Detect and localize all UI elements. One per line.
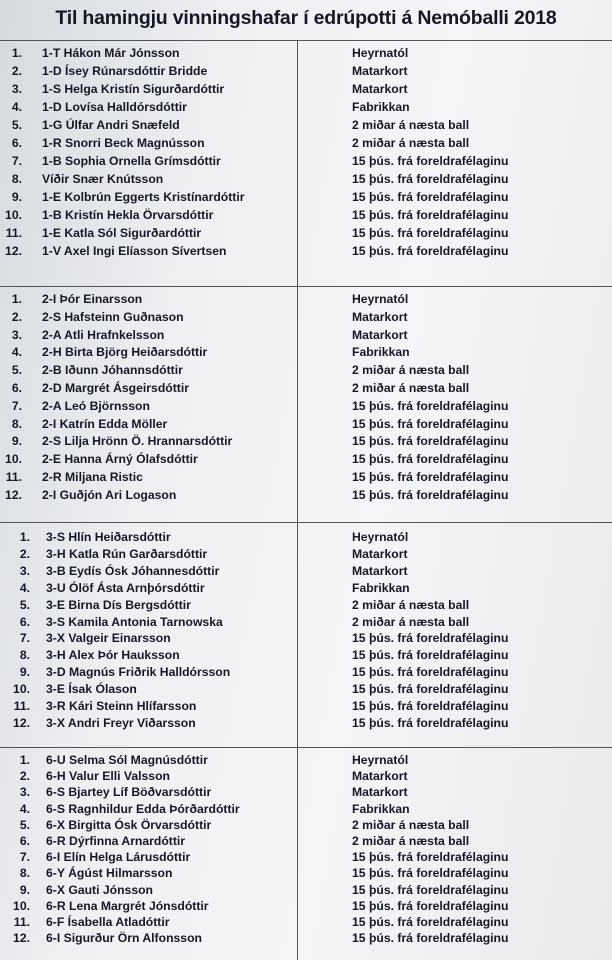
prize: 15 þús. frá foreldrafélaginu [352, 715, 509, 730]
table-row [0, 343, 612, 361]
prize: Heyrnatól [352, 46, 409, 60]
winner-name: 1-B Sophia Ornella Grímsdóttir [42, 154, 221, 168]
prize: 2 miðar á næsta ball [352, 136, 470, 150]
winner-name: 6-R Dýrfinna Arnardóttir [46, 834, 186, 848]
winner-name: 6-X Gauti Jónsson [46, 882, 153, 897]
table-row [0, 415, 612, 433]
winner-name: 2-H Birta Björg Heiðarsdóttir [42, 345, 208, 360]
winner-name: 2-E Hanna Árný Ólafsdóttir [42, 452, 198, 467]
prize: Heyrnatól [352, 292, 409, 306]
winner-name: 3-E Ísak Ólason [46, 682, 137, 697]
table-row [0, 242, 612, 260]
rank-number: 6. [11, 381, 22, 395]
winner-name: 3-E Birna Dís Bergsdóttir [46, 597, 191, 612]
rank-number: 10. [13, 682, 30, 697]
table-row [0, 379, 612, 397]
prize: Fabrikkan [352, 801, 410, 816]
table-row [0, 680, 612, 698]
winner-name: 3-S Hlín Heiðarsdóttir [46, 530, 171, 544]
table-row [0, 450, 612, 468]
winner-name: 1-B Kristín Hekla Örvarsdóttir [42, 208, 214, 222]
rank-number: 9. [19, 882, 30, 897]
rank-number: 9. [11, 190, 22, 204]
rank-number: 5. [19, 817, 30, 832]
prize: 15 þús. frá foreldrafélaginu [352, 665, 509, 680]
table-row [0, 528, 612, 546]
rank-number: 5. [11, 118, 22, 132]
table-row [0, 224, 612, 242]
rank-number: 6. [19, 834, 30, 848]
table-row [0, 579, 612, 597]
rank-number: 2. [11, 309, 22, 324]
prize: Matarkort [352, 64, 408, 78]
prize: Matarkort [352, 785, 408, 800]
winner-name: 1-R Snorri Beck Magnússon [42, 136, 205, 150]
rank-number: 11. [5, 470, 22, 484]
winner-name: 2-S Lilja Hrönn Ö. Hrannarsdóttir [42, 434, 233, 449]
winner-name: 3-D Magnús Friðrik Halldórsson [46, 665, 231, 680]
table-row [0, 596, 612, 614]
rank-number: 12. [5, 487, 22, 502]
prize: Heyrnatól [352, 530, 409, 544]
prize: 15 þús. frá foreldrafélaginu [352, 172, 509, 186]
rank-number: 7. [19, 631, 30, 646]
winner-name: 6-F Ísabella Atladóttir [46, 915, 170, 929]
prize: 15 þús. frá foreldrafélaginu [352, 898, 509, 913]
winner-name: 3-H Katla Rún Garðarsdóttir [46, 546, 208, 561]
rank-number: 2. [19, 769, 30, 784]
winner-name: 6-S Ragnhildur Edda Þórðardóttir [46, 801, 240, 816]
rank-number: 8. [11, 416, 22, 431]
prize: 15 þús. frá foreldrafélaginu [352, 154, 509, 168]
winner-name: 1-D Lovísa Halldórsdóttir [42, 100, 187, 114]
winners-section [0, 286, 612, 522]
rank-number: 1. [11, 292, 22, 306]
prize: 15 þús. frá foreldrafélaginu [352, 882, 509, 897]
page-title: Til hamingju vinningshafar í edrúpotti á Nemóballi 2018 [55, 7, 557, 29]
winner-name: 6-I Elín Helga Lárusdóttir [46, 850, 191, 865]
winner-name: 3-R Kári Steinn Hlífarsson [46, 699, 197, 713]
table-row [0, 929, 612, 947]
winners-section [0, 40, 612, 286]
prize: 15 þús. frá foreldrafélaginu [352, 434, 509, 449]
prize: 15 þús. frá foreldrafélaginu [352, 190, 509, 204]
table-row [0, 62, 612, 80]
prize: Matarkort [352, 563, 408, 578]
prize: Fabrikkan [352, 580, 410, 595]
prize: 15 þús. frá foreldrafélaginu [352, 682, 509, 697]
table-row [0, 134, 612, 152]
winner-name: 6-Y Ágúst Hilmarsson [46, 866, 173, 881]
winner-name: 3-X Valgeir Einarsson [46, 631, 171, 646]
table-row [0, 714, 612, 732]
table-row [0, 432, 612, 450]
rank-number: 6. [19, 614, 30, 629]
prize: Fabrikkan [352, 100, 410, 114]
rank-number: 6. [11, 136, 22, 150]
rank-number: 10. [13, 898, 30, 913]
prize: 2 miðar á næsta ball [352, 381, 470, 395]
prize: Matarkort [352, 546, 408, 561]
table-row [0, 646, 612, 664]
table-row [0, 152, 612, 170]
rank-number: 8. [19, 648, 30, 663]
rank-number: 10. [5, 208, 22, 222]
prize: Matarkort [352, 309, 408, 324]
rank-number: 3. [19, 785, 30, 800]
table-row [0, 545, 612, 563]
table-row [0, 290, 612, 308]
prize: 15 þús. frá foreldrafélaginu [352, 226, 509, 240]
winner-name: 2-B Iðunn Jóhannsdóttir [42, 363, 183, 378]
table-row [0, 98, 612, 116]
winner-name: 2-A Leó Björnsson [42, 398, 150, 413]
rank-number: 4. [11, 100, 22, 114]
rank-number: 4. [19, 580, 30, 595]
prize: 15 þús. frá foreldrafélaginu [352, 915, 509, 929]
winner-name: 3-X Andri Freyr Viðarsson [46, 715, 196, 730]
rank-number: 8. [19, 866, 30, 881]
rank-number: 8. [11, 172, 22, 186]
table-row [0, 663, 612, 681]
rank-number: 9. [19, 665, 30, 680]
rank-number: 4. [19, 801, 30, 816]
rank-number: 7. [11, 154, 22, 168]
prize: 15 þús. frá foreldrafélaginu [352, 648, 509, 663]
winner-name: 6-U Selma Sól Magnúsdóttir [46, 753, 208, 767]
prize: Fabrikkan [352, 345, 410, 360]
winner-name: Víðir Snær Knútsson [42, 172, 164, 186]
prize: 2 miðar á næsta ball [352, 834, 470, 848]
winner-name: 6-H Valur Elli Valsson [46, 769, 170, 784]
rank-number: 12. [13, 931, 30, 946]
winner-name: 1-E Katla Sól Sigurðardóttir [42, 226, 202, 240]
rank-number: 11. [5, 226, 22, 240]
table-row [0, 397, 612, 415]
prize: 2 miðar á næsta ball [352, 118, 470, 132]
table-row [0, 562, 612, 580]
rank-number: 10. [5, 452, 22, 467]
rank-number: 12. [5, 244, 22, 258]
winners-section [0, 522, 612, 747]
prize: 15 þús. frá foreldrafélaginu [352, 487, 509, 502]
prize: Matarkort [352, 327, 408, 342]
prize: 2 miðar á næsta ball [352, 614, 470, 629]
winner-name: 3-B Eydís Ósk Jóhannesdóttir [46, 563, 220, 578]
prize: 15 þús. frá foreldrafélaginu [352, 244, 509, 258]
rank-number: 5. [11, 363, 22, 378]
winner-name: 1-S Helga Kristín Sigurðardóttir [42, 82, 225, 96]
prize: 15 þús. frá foreldrafélaginu [352, 699, 509, 713]
table-row [0, 170, 612, 188]
prize: 2 miðar á næsta ball [352, 817, 470, 832]
prize: 15 þús. frá foreldrafélaginu [352, 850, 509, 865]
table-row [0, 80, 612, 98]
rank-number: 11. [13, 699, 30, 713]
prize: Matarkort [352, 769, 408, 784]
rank-number: 11. [13, 915, 30, 929]
rank-number: 7. [19, 850, 30, 865]
prize: 15 þús. frá foreldrafélaginu [352, 470, 509, 484]
rank-number: 4. [11, 345, 22, 360]
prize: 15 þús. frá foreldrafélaginu [352, 866, 509, 881]
winner-name: 6-R Lena Margrét Jónsdóttir [46, 898, 209, 913]
rank-number: 1. [19, 530, 30, 544]
table-row [0, 308, 612, 326]
winner-name: 6-I Sigurður Örn Alfonsson [46, 931, 202, 946]
table-row [0, 116, 612, 134]
prize: 15 þús. frá foreldrafélaginu [352, 208, 509, 222]
winner-name: 2-D Margrét Ásgeirsdóttir [42, 381, 189, 395]
winner-name: 2-I Guðjón Ari Logason [42, 487, 177, 502]
rank-number: 9. [11, 434, 22, 449]
winner-name: 2-R Miljana Ristic [42, 470, 143, 484]
table-row [0, 486, 612, 504]
table-row [0, 613, 612, 631]
winner-name: 1-T Hákon Már Jónsson [42, 46, 180, 60]
winner-name: 1-V Axel Ingi Elíasson Sívertsen [42, 244, 227, 258]
rank-number: 1. [11, 46, 22, 60]
winner-name: 3-S Kamila Antonia Tarnowska [46, 614, 223, 629]
table-row [0, 206, 612, 224]
table-row [0, 326, 612, 344]
prize: 15 þús. frá foreldrafélaginu [352, 452, 509, 467]
prize: 15 þús. frá foreldrafélaginu [352, 416, 509, 431]
prize: 15 þús. frá foreldrafélaginu [352, 631, 509, 646]
rank-number: 12. [13, 715, 30, 730]
prize: 15 þús. frá foreldrafélaginu [352, 931, 509, 946]
rank-number: 5. [19, 597, 30, 612]
rank-number: 3. [11, 82, 22, 96]
table-row [0, 361, 612, 379]
prize: 2 miðar á næsta ball [352, 597, 470, 612]
winner-name: 2-I Katrín Edda Möller [42, 416, 168, 431]
prize: Matarkort [352, 82, 408, 96]
rank-number: 1. [19, 753, 30, 767]
prize: 2 miðar á næsta ball [352, 363, 470, 378]
winner-name: 1-G Úlfar Andri Snæfeld [42, 118, 180, 132]
table-row [0, 697, 612, 715]
winner-name: 1-E Kolbrún Eggerts Kristínardóttir [42, 190, 245, 204]
table-row [0, 468, 612, 486]
prize: 15 þús. frá foreldrafélaginu [352, 398, 509, 413]
rank-number: 3. [11, 327, 22, 342]
table-row [0, 188, 612, 206]
prize: Heyrnatól [352, 753, 409, 767]
winner-name: 6-X Birgitta Ósk Örvarsdóttir [46, 817, 212, 832]
rank-number: 2. [19, 546, 30, 561]
rank-number: 3. [19, 563, 30, 578]
winner-name: 2-I Þór Einarsson [42, 292, 143, 306]
winner-name: 2-S Hafsteinn Guðnason [42, 309, 184, 324]
winner-name: 6-S Bjartey Líf Böðvarsdóttir [46, 785, 212, 800]
table-row [0, 629, 612, 647]
table-row [0, 44, 612, 62]
rank-number: 7. [11, 398, 22, 413]
winners-section [0, 747, 612, 960]
rank-number: 2. [11, 64, 22, 78]
winner-name: 2-A Atli Hrafnkelsson [42, 327, 165, 342]
winner-name: 3-H Alex Þór Hauksson [46, 648, 180, 663]
winner-name: 3-U Ólöf Ásta Arnþórsdóttir [46, 580, 205, 595]
winner-name: 1-D Ísey Rúnarsdóttir Bridde [42, 64, 208, 78]
